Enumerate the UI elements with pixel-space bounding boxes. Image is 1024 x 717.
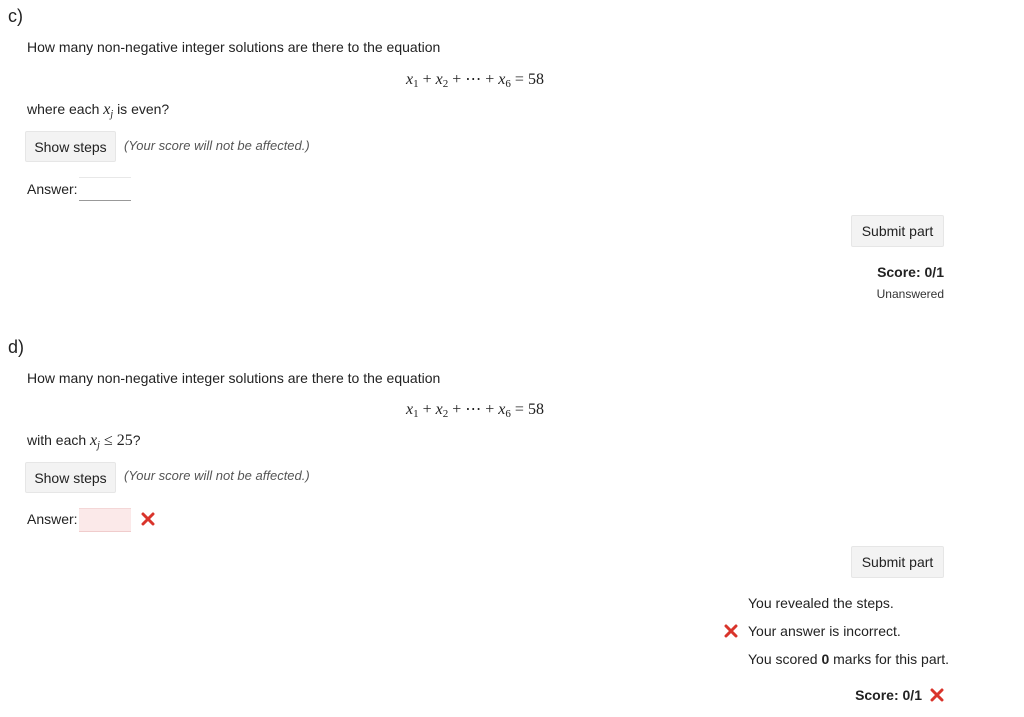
part-d-answer-label: Answer: — [27, 511, 78, 527]
part-d-answer-input[interactable] — [79, 508, 131, 532]
part-c-constraint: where each $x_j$ is even? — [27, 101, 170, 120]
part-c-show-steps-note: (Your score will not be affected.) — [124, 138, 310, 153]
part-c-equation: $x_1 + x_2$ + ⋯ + $x_6 = 58$ — [406, 71, 544, 90]
part-c-prompt: How many non-negative integer solutions are there to the equation — [27, 39, 441, 55]
part-d-prompt: How many non-negative integer solutions are there to the equation — [27, 370, 441, 386]
part-c-show-steps-button[interactable]: Show steps — [25, 131, 116, 162]
part-d-feedback-revealed: You revealed the steps. — [748, 595, 894, 611]
part-d-show-steps-note: (Your score will not be affected.) — [124, 468, 310, 483]
cross-icon — [141, 512, 155, 526]
part-d-feedback-scored: You scored 0 marks for this part. — [748, 651, 950, 667]
part-d-constraint: with each $x_j \le 25$? — [27, 432, 141, 451]
part-c-answer-input[interactable] — [79, 177, 131, 201]
part-d-label: d) — [8, 337, 25, 357]
part-c-answer-label: Answer: — [27, 181, 78, 197]
part-d-show-steps-button[interactable]: Show steps — [25, 462, 116, 493]
part-c-score: Score: 0/1 — [877, 264, 944, 280]
part-c-label: c) — [8, 6, 23, 26]
part-d-score: Score: 0/1 — [855, 687, 922, 703]
part-d-submit-button[interactable]: Submit part — [851, 546, 944, 578]
part-c-submit-button[interactable]: Submit part — [851, 215, 944, 247]
part-c-status: Unanswered — [876, 287, 944, 301]
cross-icon — [930, 688, 944, 702]
part-d-feedback-incorrect: Your answer is incorrect. — [748, 623, 901, 639]
part-d-equation: $x_1 + x_2$ + ⋯ + $x_6 = 58$ — [406, 401, 544, 420]
cross-icon — [724, 624, 738, 638]
